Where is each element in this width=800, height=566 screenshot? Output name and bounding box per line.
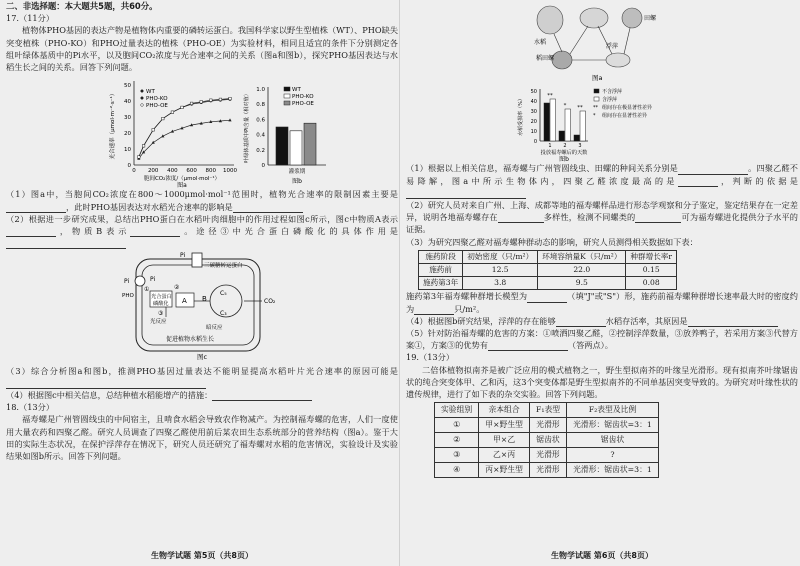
photo-protein-label: 光合蛋白: [151, 294, 172, 301]
fig-a-caption: 图a: [592, 74, 603, 82]
answer-blank[interactable]: [678, 177, 718, 187]
legend-label: 含浮萍: [602, 97, 618, 104]
answer-blank[interactable]: [556, 317, 606, 327]
table-row: [419, 277, 677, 290]
fig-b-chart: [242, 87, 326, 185]
answer-blank[interactable]: [488, 341, 568, 351]
q17-4: （4）根据图c中相关信息，总结种植水稻能增产的措施：: [6, 389, 398, 401]
x-axis-label: 胞间CO₂浓度/（μmol·mol⁻¹）: [143, 176, 221, 183]
a-label: A: [182, 297, 187, 306]
rice-label: 水稻: [534, 39, 547, 46]
y-tick-label: 0.6: [256, 117, 265, 124]
left-page: [6, 0, 398, 566]
y-axis-label: 水稻受损率（%）: [518, 96, 524, 137]
pho-left-label: PHO: [122, 293, 134, 300]
answer-blank[interactable]: [212, 391, 312, 401]
phospho-label: 磷酸化: [153, 301, 169, 308]
table-row: [419, 264, 677, 277]
x-tick-label: 1000: [223, 168, 237, 175]
duckweed-icon: [606, 53, 630, 67]
y-tick-label: 10: [124, 147, 131, 154]
legend-label: PHO-OE: [292, 101, 314, 108]
data-point: [171, 111, 174, 114]
y-tick-label: 50: [124, 83, 131, 90]
x-tick-label: 3: [578, 143, 582, 150]
table-cell: 9.5: [538, 277, 626, 290]
table-header-row: [435, 403, 659, 418]
table-cell: 乙×丙: [479, 448, 530, 463]
q18-2: （2）研究人员对来自广州、上海、成都等地的福寿螺样品进行形态学观察和分子鉴定，鉴定结果存在一定差异，说明各地福寿螺存在 多样性，检测不同螺类的 可为福寿螺进化提供分子水平的证据。: [406, 200, 798, 235]
table-header-cell: 实验组别: [435, 403, 479, 418]
q18-4: （4）根据图b研究结果，浮萍的存在能够 水稻存活率，其原因是: [406, 315, 798, 327]
table-cell: 3.8: [463, 277, 538, 290]
bar-含浮萍-day2: [565, 109, 571, 141]
significance-mark: *: [563, 103, 567, 110]
data-point: [229, 98, 232, 101]
q17-head: 17.（11分）: [6, 13, 55, 24]
population-table: [418, 250, 677, 291]
y-tick-label: 0: [533, 139, 537, 146]
duckweed-label: 浮萍: [606, 43, 619, 50]
bar-含浮萍-day3: [580, 111, 586, 141]
bar-PHO-OE: [304, 123, 316, 165]
answer-blank[interactable]: [406, 189, 526, 199]
legend-marker: [141, 97, 144, 100]
triose-transporter-box: [192, 253, 202, 267]
answer-blank[interactable]: [6, 379, 206, 389]
bar-PHO-KO: [290, 131, 302, 165]
answer-blank[interactable]: [635, 213, 681, 223]
legend-marker: [141, 104, 144, 107]
table-row: [435, 418, 659, 433]
snail-label: 田螺: [644, 15, 657, 22]
x-tick-label: 400: [167, 168, 178, 175]
q17-1: （1）图a中，当胞间CO₂浓度在800～1000μmol·mol⁻¹范围时，植物光合速率的限制因素主要是，此时PHO基因表达对水稻光合速率的影响是: [6, 189, 398, 212]
table-cell: 施药第3年: [419, 277, 463, 290]
y-tick-label: 0: [261, 163, 265, 170]
food-web-diagram: [406, 0, 798, 82]
answer-blank[interactable]: [130, 227, 180, 237]
table-header-row: [419, 250, 677, 263]
c5-label: C₅: [220, 290, 227, 298]
table-header-cell: 亲本组合: [479, 403, 530, 418]
duck-icon: [580, 8, 608, 28]
table-cell: 丙×野生型: [479, 463, 530, 478]
data-point: [142, 145, 145, 148]
rice-plant-icon: [537, 6, 563, 34]
table-cell: 甲×乙: [479, 433, 530, 448]
table-cell: ④: [435, 463, 479, 478]
y-tick-label: 1.0: [256, 87, 265, 94]
table-cell: 锯齿状: [529, 433, 566, 448]
table-cell: 光滑形: [529, 448, 566, 463]
data-point: [162, 118, 165, 121]
path1-label: ①: [144, 286, 150, 294]
fig-b-caption: 图b: [559, 156, 569, 164]
q17-figures: [6, 73, 398, 190]
path3-label: ③: [158, 310, 164, 318]
q18-3: （3）为研究四聚乙醛对福寿螺种群动态的影响，研究人员测得相关数据如下表：: [406, 236, 698, 247]
table-cell: 锯齿状: [567, 433, 659, 448]
y-tick-label: 20: [124, 131, 131, 138]
y-tick-label: 40: [530, 99, 537, 106]
left-footer: 生物学试题 第5页（共8页）: [151, 550, 253, 560]
legend-label: WT: [146, 89, 155, 96]
y-tick-label: 0.8: [256, 102, 265, 109]
significance-mark: **: [577, 105, 583, 112]
table-header-cell: 种群增长率r: [626, 250, 677, 263]
table-cell: 施药前: [419, 264, 463, 277]
tpt-label: 三碳糖转运蛋白: [204, 263, 243, 270]
answer-blank[interactable]: [678, 165, 748, 175]
y-tick-label: 30: [530, 109, 537, 116]
table-row: [435, 463, 659, 478]
table-header-cell: 环境容纳量K（只/m²）: [538, 250, 626, 263]
data-point: [228, 119, 231, 122]
light-reaction-label: 光反应: [150, 319, 167, 326]
y-tick-label: 50: [530, 89, 537, 96]
x-tick-label: 0: [132, 168, 136, 175]
q17-2: （2）根据进一步研究成果，总结出PHO蛋白在水稻叶肉细胞中的作用过程如图c所示，图c中物质A表示，物质B表示 。途径③中光合蛋白磷酸化的具体作用是: [6, 213, 398, 250]
fig-c-diagram: [6, 249, 398, 361]
section-title: 二、非选择题：本大题共5题，共60分。: [6, 1, 158, 11]
q18-intro: 福寿螺是广州管圆线虫的中间宿主，且啃食水稻会导致农作物减产。为控制福寿螺的危害，人们一度使用大量农药和四聚乙醛。研究人员调查了四聚乙醛使用前后某农田生态系统部分的营养结构（图a）。鉴于大田的实际生态状况，在保护浮萍存在情况下，研究人员还研究了福寿螺对水稻的危害情况，实验设计及实验结果如图b所示。回答下列问题。: [6, 414, 398, 462]
data-point: [152, 129, 155, 132]
x-tick-label: 1: [548, 143, 552, 150]
legend-swatch: [594, 89, 599, 93]
legend-swatch: *: [593, 113, 596, 120]
damage-bar-chart: [406, 85, 798, 164]
bar-WT: [276, 127, 288, 165]
x-tick-label: 200: [147, 168, 159, 175]
q18-1: （1）根据以上相关信息，福寿螺与广州管圆线虫、田螺的种间关系分别是 。四聚乙醛不易降解，图a中所示生物体内，四聚乙醛浓度最高的是 ，判断的依据是: [406, 162, 798, 199]
table-cell: ?: [567, 448, 659, 463]
y-tick-label: 0: [127, 163, 131, 170]
data-point: [200, 101, 203, 104]
b-label: B: [202, 295, 207, 304]
table-cell: 光滑形: [529, 418, 566, 433]
co2-label: CO₂: [264, 298, 276, 306]
right-page: [406, 0, 798, 566]
answer-blank[interactable]: [6, 227, 56, 237]
table-row: [435, 448, 659, 463]
food-web-arrow: [598, 26, 612, 54]
y-tick-label: 20: [530, 119, 537, 126]
y-tick-label: 10: [530, 129, 537, 136]
answer-blank[interactable]: [498, 213, 544, 223]
table-cell: 光滑形: [529, 463, 566, 478]
legend-label: WT: [292, 87, 301, 94]
bar-含浮萍-day1: [550, 99, 556, 141]
y-axis-label: 叶绿体基质中Pi含量（相对值）: [244, 91, 250, 164]
bar-不含浮萍-day2: [559, 131, 565, 141]
table-cell: 光滑形：锯齿状=3：1: [567, 463, 659, 478]
q18-head: 18.（13分）: [6, 402, 55, 413]
answer-blank[interactable]: [6, 203, 66, 213]
table-cell: 0.15: [626, 264, 677, 277]
page-divider: [399, 0, 400, 566]
path2-label: ②: [174, 284, 180, 292]
table-cell: 甲×野生型: [479, 418, 530, 433]
y-axis-label: 光合速率（μmol·m⁻²·s⁻¹）: [110, 90, 116, 160]
pi-inner-label: Pi: [150, 276, 156, 284]
fig-c-caption: 图c: [196, 353, 208, 362]
food-web-arrow: [570, 26, 588, 54]
cross-table: [434, 402, 659, 478]
table-cell: ③: [435, 448, 479, 463]
legend-swatch: [284, 87, 290, 91]
legend-label: PHO-KO: [146, 96, 168, 103]
fig-a-chart: [108, 81, 237, 189]
bar-不含浮萍-day1: [544, 103, 550, 141]
table-row: [435, 433, 659, 448]
answer-blank[interactable]: [6, 239, 126, 249]
data-point: [190, 102, 193, 105]
y-tick-label: 0.2: [256, 148, 265, 155]
q18-3b: 施药第3年福寿螺种群增长模型为 （填"J"或"S"）形，施药前福寿螺种群增长速率最大时的密度约为 只/m²。: [406, 291, 798, 314]
x-axis-label: 投放福寿螺后的天数: [540, 150, 588, 157]
x-tick-label: 2: [563, 143, 567, 150]
table-cell: 22.0: [538, 264, 626, 277]
apple-snail-icon: [552, 51, 572, 69]
y-tick-label: 0.4: [256, 132, 265, 139]
legend-swatch: **: [593, 105, 598, 112]
series-line-PHO-KO: [139, 120, 230, 158]
bar-不含浮萍-day3: [574, 135, 580, 141]
table-cell: 光滑形：锯齿状=3：1: [567, 418, 659, 433]
snail-icon: [622, 8, 642, 28]
right-footer: 生物学试题 第6页（共8页）: [551, 550, 653, 560]
table-cell: ①: [435, 418, 479, 433]
answer-blank[interactable]: [414, 305, 454, 315]
pi-left-label: Pi: [124, 278, 130, 286]
food-web-arrow: [554, 34, 562, 52]
fig-b-right-chart: [517, 88, 652, 163]
legend-label: 组间存在极显著性差异: [602, 105, 653, 112]
pho-left-circle: [135, 276, 145, 286]
growth-label: 促进植物水稻生长: [166, 336, 215, 344]
table-header-cell: F₂表型及比例: [567, 403, 659, 418]
c3-label: C₃: [220, 310, 227, 318]
x-category-label: 灌浆期: [288, 169, 306, 176]
legend-label: 组间存在显著性差异: [602, 113, 648, 120]
table-cell: ②: [435, 433, 479, 448]
q17-3: （3）综合分析图a和图b，推测PHO基因过量表达不能明显提高水稻叶片光合速率的原因可能是: [6, 365, 398, 389]
q19-intro: 二倍体植物拟南芥是被广泛应用的模式植物之一，野生型拟南芥的叶缘呈光滑形。现有拟南芥叶缘锯齿状的纯合突变体甲、乙和丙，这3个突变体都是野生型拟南芥的不同单基因突变导致的。为研究对叶缘性状的遗传规律，进行了如下表的杂交实验。回答下列问题。: [406, 364, 798, 400]
data-point: [210, 99, 213, 102]
table-header-cell: F₁表型: [529, 403, 566, 418]
pi-top-label: Pi: [180, 252, 186, 260]
data-point: [152, 141, 155, 144]
answer-blank[interactable]: [527, 293, 567, 303]
y-tick-label: 30: [124, 115, 131, 122]
legend-label: PHO-OE: [146, 103, 168, 110]
data-point: [219, 98, 222, 101]
food-web-arrow: [624, 28, 630, 54]
table-header-cell: 初始密度（只/m²）: [463, 250, 538, 263]
table-header-cell: 施药阶段: [419, 250, 463, 263]
data-point: [181, 106, 184, 109]
y-tick-label: 40: [124, 99, 131, 106]
legend-label: 不含浮萍: [602, 89, 623, 96]
q18-5: （5）针对防治福寿螺的危害的方案：①喷洒四聚乙醛，②控制浮萍数量，③放养鸭子，若采用方案③代替方案①，方案③的优势有 （答两点）。: [406, 328, 798, 351]
answer-blank[interactable]: [233, 203, 303, 213]
legend-label: PHO-KO: [292, 94, 314, 101]
apple-snail-label: 稻田螺: [536, 55, 555, 62]
table-cell: 12.5: [463, 264, 538, 277]
fig-a-caption: 图a: [177, 182, 187, 190]
legend-swatch: [594, 97, 599, 101]
fig-b-caption: 图b: [292, 178, 302, 186]
data-point: [138, 156, 141, 159]
legend-swatch: [284, 101, 290, 105]
table-cell: 0.08: [626, 277, 677, 290]
q17-intro: 植物体PHO基因的表达产物是植物体内重要的磷转运蛋白。我国科学家以野生型植株（WT）、PHO缺失突变植株（PHO-KO）和PHO过量表达的植株（PHO-OE）为实验材料，相同且适宜的条件下分别测定各组叶绿体基质中的Pi水平，以及胞间CO₂浓度与光合速率之间的关系（图a和图b），探究PHO基因表达与水稻生长之间的关系。回答下列问题。: [6, 25, 399, 73]
legend-marker: [141, 90, 144, 93]
x-tick-label: 600: [186, 168, 197, 175]
dark-reaction-label: 暗反应: [206, 325, 223, 332]
significance-mark: **: [547, 93, 553, 100]
legend-swatch: [284, 94, 290, 98]
x-tick-label: 800: [205, 168, 217, 175]
q19-head: 19.（13分）: [406, 352, 455, 363]
answer-blank[interactable]: [688, 317, 778, 327]
